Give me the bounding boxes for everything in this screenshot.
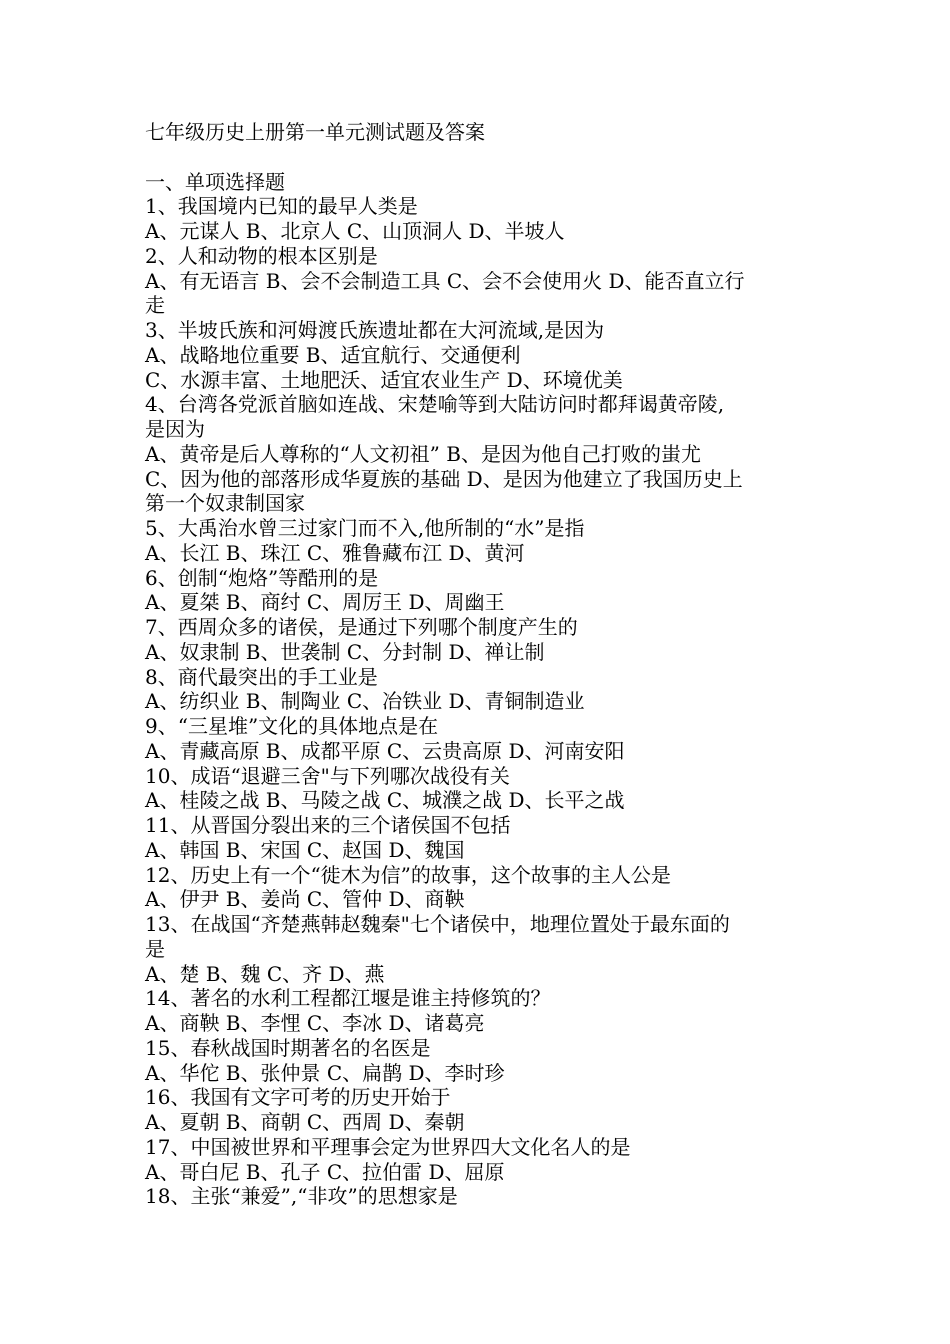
text-line: 8、商代最突出的手工业是 <box>145 664 378 689</box>
text-line: A、伊尹 B、姜尚 C、管仲 D、商鞅 <box>145 887 465 912</box>
text-line: 18、主张“兼爱”,“非攻”的思想家是 <box>145 1184 458 1209</box>
text-line: 3、半坡氏族和河姆渡氏族遗址都在大河流域,是因为 <box>145 318 605 342</box>
text-line: A、韩国 B、宋国 C、赵国 D、魏国 <box>145 837 465 862</box>
text-line: 10、成语“退避三舍"与下列哪次战役有关 <box>145 763 510 788</box>
text-line: 11、从晋国分裂出来的三个诸侯国不包括 <box>145 813 511 837</box>
text-line: A、哥白尼 B、孔子 C、拉伯雷 D、屈原 <box>145 1159 505 1184</box>
text-line: A、桂陵之战 B、马陵之战 C、城濮之战 D、长平之战 <box>145 788 625 813</box>
text-line: A、战略地位重要 B、适宜航行、交通便利 <box>145 342 521 367</box>
text-line: C、水源丰富、土地肥沃、适宜农业生产 D、环境优美 <box>145 367 623 392</box>
text-line: 4、台湾各党派首脑如连战、宋楚喻等到大陆访问时都拜谒黄帝陵, <box>145 392 725 417</box>
text-line: 7、西周众多的诸侯，是通过下列哪个制度产生的 <box>145 615 578 639</box>
text-line: A、楚 B、魏 C、齐 D、燕 <box>145 961 385 986</box>
text-line: 是因为 <box>145 417 205 441</box>
text-line: 14、著名的水利工程都江堰是谁主持修筑的？ <box>145 986 551 1011</box>
section-heading: 一、单项选择题 <box>145 169 285 194</box>
text-line: 16、我国有文字可考的历史开始于 <box>145 1085 451 1110</box>
text-line: A、华佗 B、张仲景 C、扁鹊 D、李时珍 <box>145 1060 505 1085</box>
text-line: A、夏桀 B、商纣 C、周厉王 D、周幽王 <box>145 590 505 615</box>
text-line: 是 <box>145 936 165 961</box>
text-line: A、元谋人 B、北京人 C、山顶洞人 D、半坡人 <box>145 219 565 243</box>
text-line: A、奴隶制 B、世袭制 C、分封制 D、禅让制 <box>145 639 545 664</box>
text-line: 2、人和动物的根本区别是 <box>145 243 378 268</box>
text-line: 1、我国境内已知的最早人类是 <box>145 194 418 219</box>
text-line: 13、在战国“齐楚燕韩赵魏秦"七个诸侯中，地理位置处于最东面的 <box>145 912 730 936</box>
text-line: A、有无语言 B、会不会制造工具 C、会不会使用火 D、能否直立行 <box>145 268 745 293</box>
text-line: 17、中国被世界和平理事会定为世界四大文化名人的是 <box>145 1134 631 1159</box>
text-line: C、因为他的部落形成华夏族的基础 D、是因为他建立了我国历史上 <box>145 466 743 491</box>
text-line: 6、创制“炮烙”等酷刑的是 <box>145 565 379 590</box>
text-line: A、夏朝 B、商朝 C、西周 D、秦朝 <box>145 1110 465 1134</box>
blank-line <box>145 145 815 170</box>
document-page <box>145 120 815 1209</box>
text-line: 12、历史上有一个“徙木为信”的故事，这个故事的主人公是 <box>145 862 671 887</box>
text-line: A、纺织业 B、制陶业 C、冶铁业 D、青铜制造业 <box>145 689 585 714</box>
text-line: 第一个奴隶制国家 <box>145 491 305 516</box>
text-line: A、商鞅 B、李悝 C、李冰 D、诸葛亮 <box>145 1011 485 1035</box>
text-line: 走 <box>145 293 165 318</box>
text-line: A、青藏高原 B、成都平原 C、云贵高原 D、河南安阳 <box>145 738 625 763</box>
text-line: 15、春秋战国时期著名的名医是 <box>145 1035 431 1060</box>
text-line: A、黄帝是后人尊称的“人文初祖” B、是因为他自己打败的蚩尤 <box>145 441 701 466</box>
text-line: 5、大禹治水曾三过家门而不入,他所制的“水”是指 <box>145 516 585 540</box>
document-title: 七年级历史上册第一单元测试题及答案 <box>145 120 485 144</box>
question-list <box>145 194 815 1209</box>
text-line: A、长江 B、珠江 C、雅鲁藏布江 D、黄河 <box>145 540 525 565</box>
text-line: 9、“三星堆”文化的具体地点是在 <box>145 714 439 738</box>
